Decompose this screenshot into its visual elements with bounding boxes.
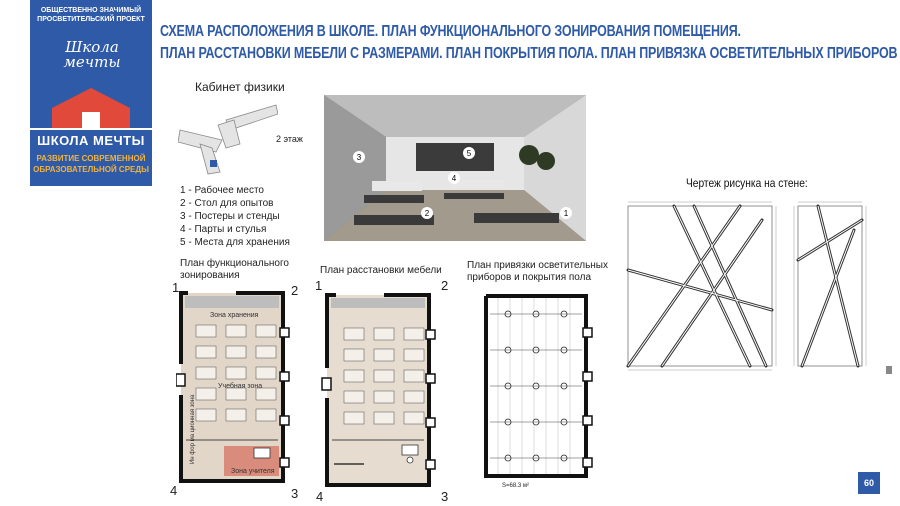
zoning-title-line2: зонирования [180,270,240,281]
corner-number-3: 3 [291,486,299,501]
school-location-scheme [178,100,278,175]
lighting-plan [478,290,596,490]
zoning-plan-title [180,258,289,282]
lighting-plan-title [467,260,608,284]
legend-item: 4 - Парты и стулья [180,224,267,235]
legend-item: 3 - Постеры и стенды [180,211,280,222]
lighting-title-line2: приборов и покрытия пола [467,272,592,283]
photo-marker-1: 1 [563,209,569,218]
corner-number-2: 2 [291,283,299,298]
photo-marker-4: 4 [451,174,457,183]
school-logo-text: Школа мечты [63,38,121,71]
school-tagline [30,153,152,175]
corner-number-1: 1 [315,278,323,293]
floor-label: 2 этаж [276,134,303,144]
page-number: 60 [858,472,880,494]
page-title-line1: СХЕМА РАСПОЛОЖЕНИЯ В ШКОЛЕ. ПЛАН ФУНКЦИОНАЛЬНОГО ЗОНИРОВАНИЯ ПОМЕЩЕНИЯ. [160,23,741,40]
corner-number-3: 3 [441,489,449,504]
page-title-line2: ПЛАН РАССТАНОВКИ МЕБЕЛИ С РАЗМЕРАМИ. ПЛАН ПОКРЫТИЯ ПОЛА. ПЛАН ПРИВЯЗКА ОСВЕТИТЕЛЬНЫХ ПРИБОРОВ [160,45,898,62]
corner-number-1: 1 [172,280,180,295]
room-label: Кабинет физики [195,80,285,94]
project-label: ОБЩЕСТВЕННО ЗНАЧИМЫЙ ПРОСВЕТИТЕЛЬСКИЙ ПРОЕКТ [37,7,145,23]
classroom-photo [324,95,586,241]
legend-item: 1 - Рабочее место [180,185,264,196]
legend [180,184,290,249]
legend-item: 2 - Стол для опытов [180,198,274,209]
corner-number-4: 4 [170,483,178,498]
corner-number-2: 2 [441,278,449,293]
photo-marker-2: 2 [424,209,430,218]
zoning-plan [176,290,292,486]
zone-storage-label: Зона хранения [210,312,259,319]
corner-number-4: 4 [316,489,324,504]
house-logo-icon [30,80,152,130]
furniture-plan-title: План расстановки мебели [320,265,442,276]
wall-drawing [622,200,892,376]
photo-marker-5: 5 [466,149,472,158]
tagline-line2: ОБРАЗОВАТЕЛЬНОЙ СРЕДЫ [33,165,149,174]
zoning-title-line1: План функционального [180,258,289,269]
legend-item: 5 - Места для хранения [180,237,290,248]
tagline-line1: РАЗВИТИЕ СОВРЕМЕННОЙ [36,154,146,163]
zone-teacher-label: Зона учителя [231,468,275,475]
wall-drawing-title: Чертеж рисунка на стене: [686,176,808,190]
zone-functional-label: Ин фор ма ционная зона [190,394,196,464]
school-name: ШКОЛА МЕЧТЫ [37,133,145,148]
room-area: S=68.3 м² [502,483,529,489]
lighting-title-line1: План привязки осветительных [467,260,608,271]
zone-study-label: Учебная зона [218,383,263,390]
furniture-plan [320,292,438,490]
photo-marker-3: 3 [356,153,362,162]
